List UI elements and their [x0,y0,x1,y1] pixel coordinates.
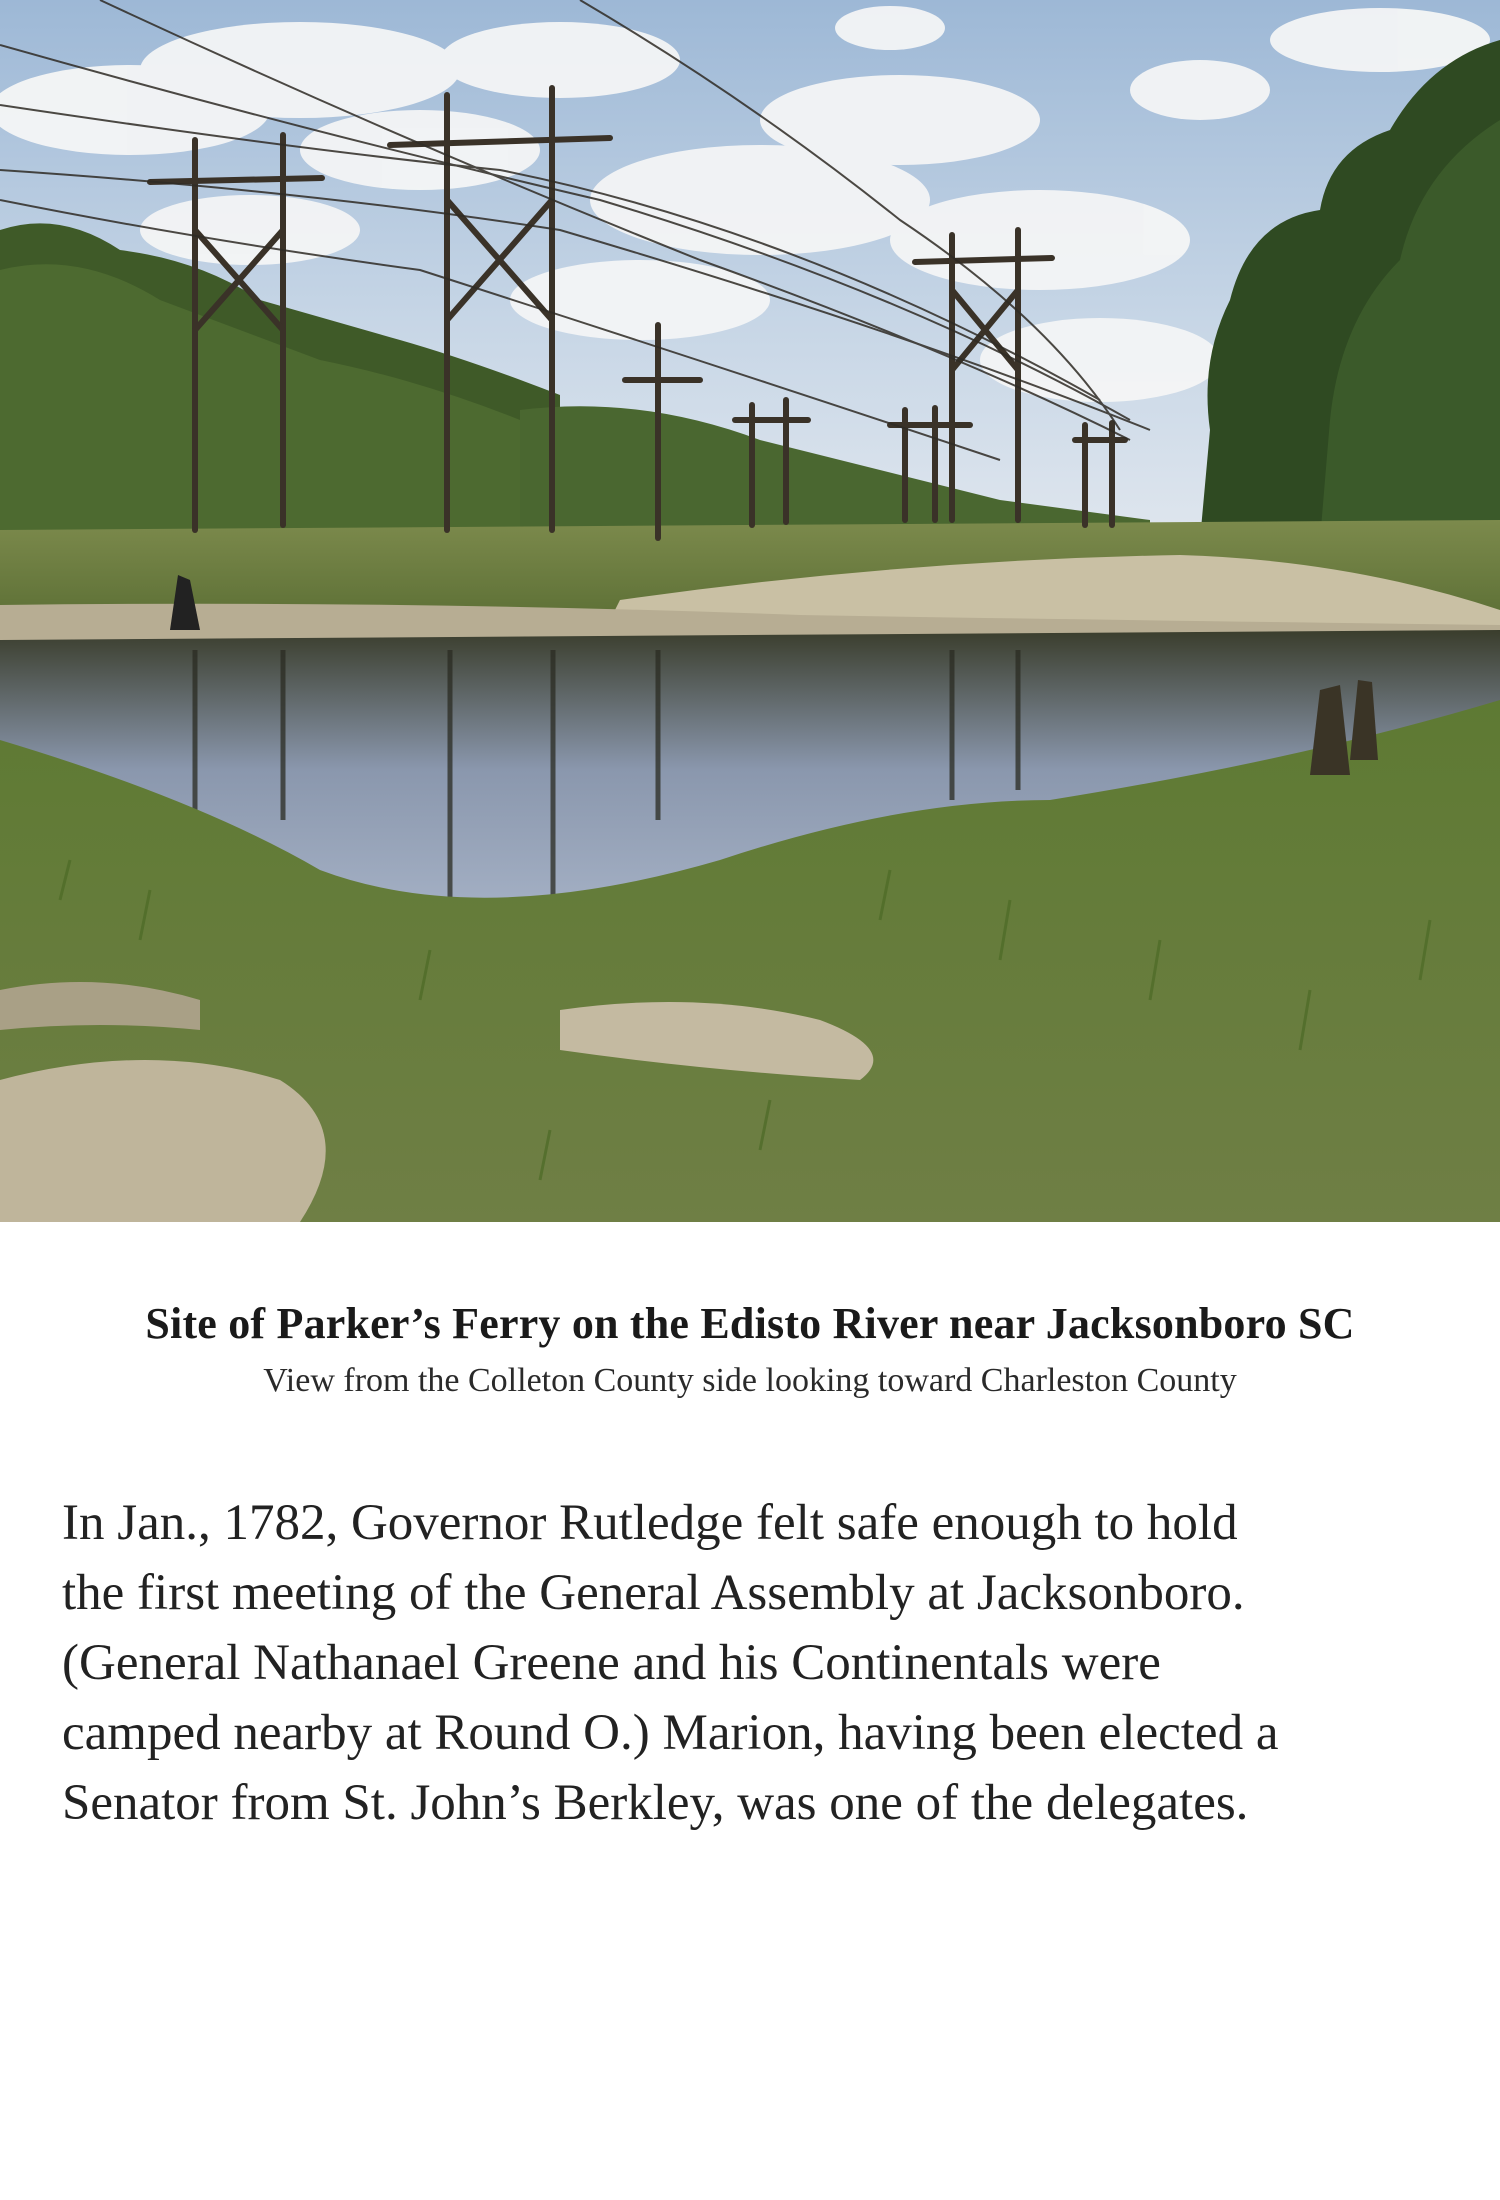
caption-subtitle: View from the Colleton County side looking toward Charleston County [263,1362,1237,1399]
body-line: (General Nathanael Greene and his Continentals were [62,1635,1161,1691]
body-line: the first meeting of the General Assembly at Jacksonboro. [62,1565,1245,1621]
body-line: In Jan., 1782, Governor Rutledge felt safe enough to hold [62,1495,1238,1551]
body-line: camped nearby at Round O.) Marion, having been elected a [62,1705,1279,1761]
body-paragraph [62,1488,1462,1838]
body-line: Senator from St. John’s Berkley, was one of the delegates. [62,1775,1249,1831]
caption-title: Site of Parker’s Ferry on the Edisto River near Jacksonboro SC [145,1299,1355,1348]
